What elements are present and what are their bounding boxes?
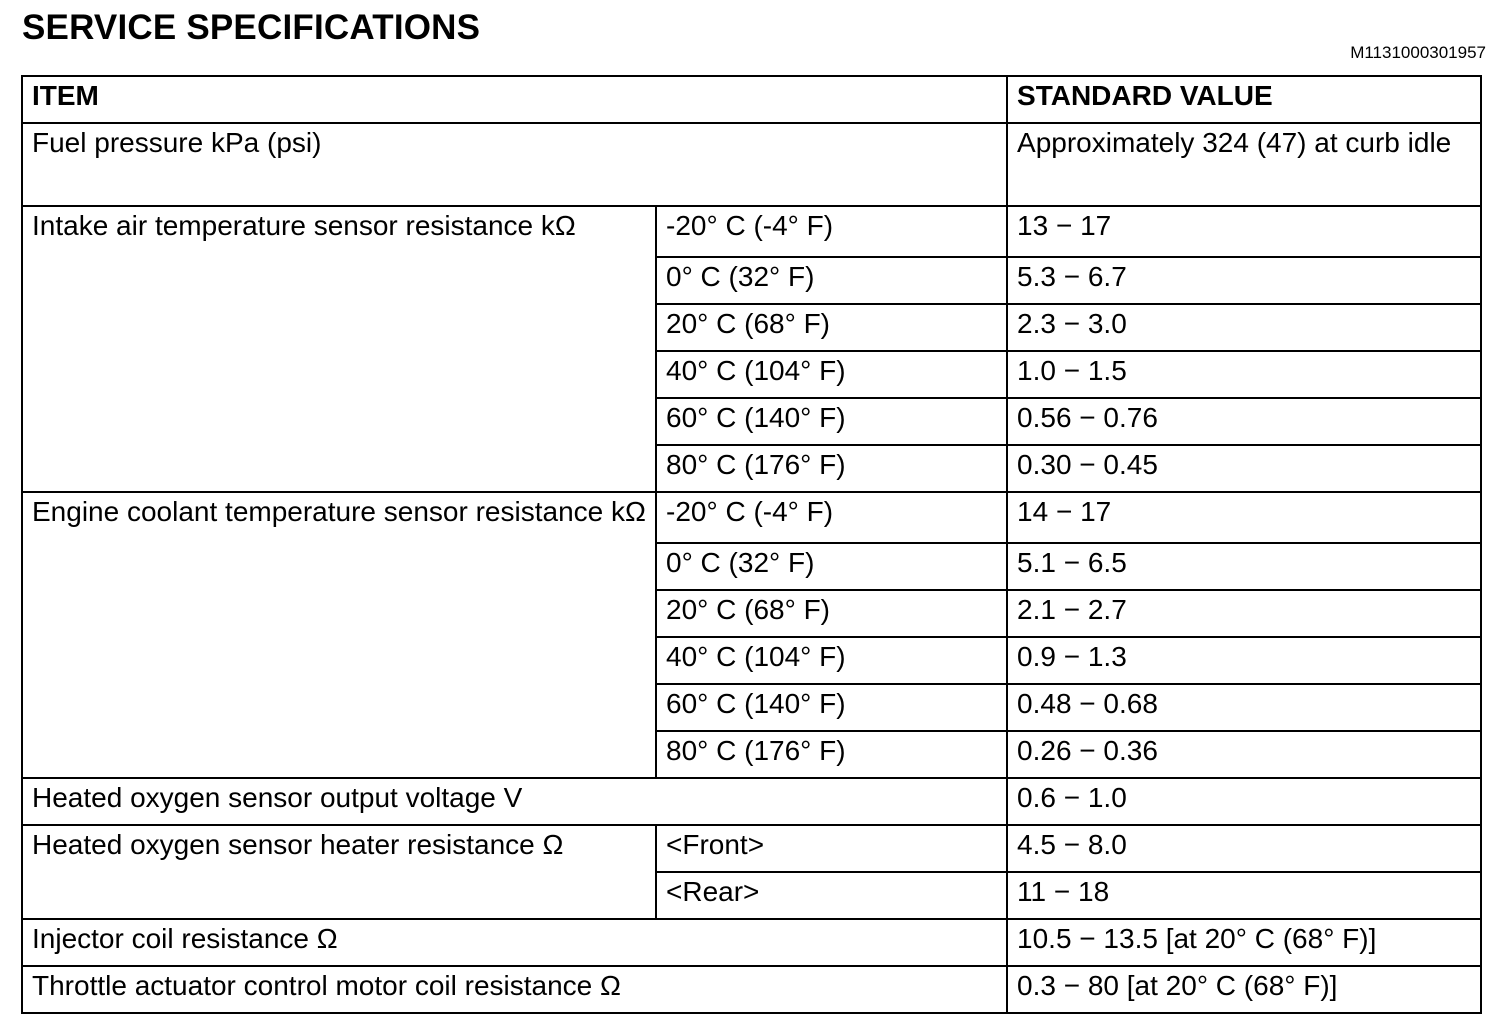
item-cell: Injector coil resistance Ω [22,919,1007,966]
condition-cell: <Front> [656,825,1007,872]
value-cell: 2.1 − 2.7 [1007,590,1481,637]
condition-cell: 20° C (68° F) [656,304,1007,351]
condition-cell: 40° C (104° F) [656,637,1007,684]
table-row-engine-coolant-temp [22,492,1481,543]
item-cell: Heated oxygen sensor output voltage V [22,778,1007,825]
condition-cell: -20° C (-4° F) [656,492,1007,543]
item-cell: Engine coolant temperature sensor resistance kΩ [22,492,656,778]
value-cell: 0.26 − 0.36 [1007,731,1481,778]
condition-cell: 80° C (176° F) [656,445,1007,492]
condition-cell: 80° C (176° F) [656,731,1007,778]
table-row-fuel-pressure [22,123,1481,206]
item-cell: Intake air temperature sensor resistance kΩ [22,206,656,492]
value-cell: 14 − 17 [1007,492,1481,543]
value-cell: 11 − 18 [1007,872,1481,919]
value-cell: 10.5 − 13.5 [at 20° C (68° F)] [1007,919,1481,966]
value-cell: 2.3 − 3.0 [1007,304,1481,351]
item-cell: Fuel pressure kPa (psi) [22,123,1007,206]
value-cell: 4.5 − 8.0 [1007,825,1481,872]
condition-cell: 60° C (140° F) [656,398,1007,445]
table-row-throttle-motor-coil [22,966,1481,1013]
condition-cell: <Rear> [656,872,1007,919]
value-cell: 5.3 − 6.7 [1007,257,1481,304]
item-cell: Throttle actuator control motor coil resistance Ω [22,966,1007,1013]
table-row-oxygen-output-voltage [22,778,1481,825]
header-item: ITEM [22,76,1007,123]
value-cell: 0.30 − 0.45 [1007,445,1481,492]
condition-cell: -20° C (-4° F) [656,206,1007,257]
service-specifications-table [21,75,1482,1014]
value-cell: 0.6 − 1.0 [1007,778,1481,825]
condition-cell: 0° C (32° F) [656,257,1007,304]
value-cell: 0.48 − 0.68 [1007,684,1481,731]
page-title: SERVICE SPECIFICATIONS [22,8,481,47]
value-cell: 0.9 − 1.3 [1007,637,1481,684]
item-cell: Heated oxygen sensor heater resistance Ω [22,825,656,919]
value-cell: 13 − 17 [1007,206,1481,257]
value-cell: 0.56 − 0.76 [1007,398,1481,445]
table-row-intake-air-temp [22,206,1481,257]
value-cell: 0.3 − 80 [at 20° C (68° F)] [1007,966,1481,1013]
condition-cell: 20° C (68° F) [656,590,1007,637]
condition-cell: 0° C (32° F) [656,543,1007,590]
condition-cell: 60° C (140° F) [656,684,1007,731]
table-row-oxygen-heater-resistance [22,825,1481,872]
condition-cell: 40° C (104° F) [656,351,1007,398]
table-header-row [22,76,1481,123]
value-cell: Approximately 324 (47) at curb idle [1007,123,1481,206]
document-id: M1131000301957 [1350,43,1486,62]
value-cell: 5.1 − 6.5 [1007,543,1481,590]
header-standard-value: STANDARD VALUE [1007,76,1481,123]
value-cell: 1.0 − 1.5 [1007,351,1481,398]
table-row-injector-coil [22,919,1481,966]
